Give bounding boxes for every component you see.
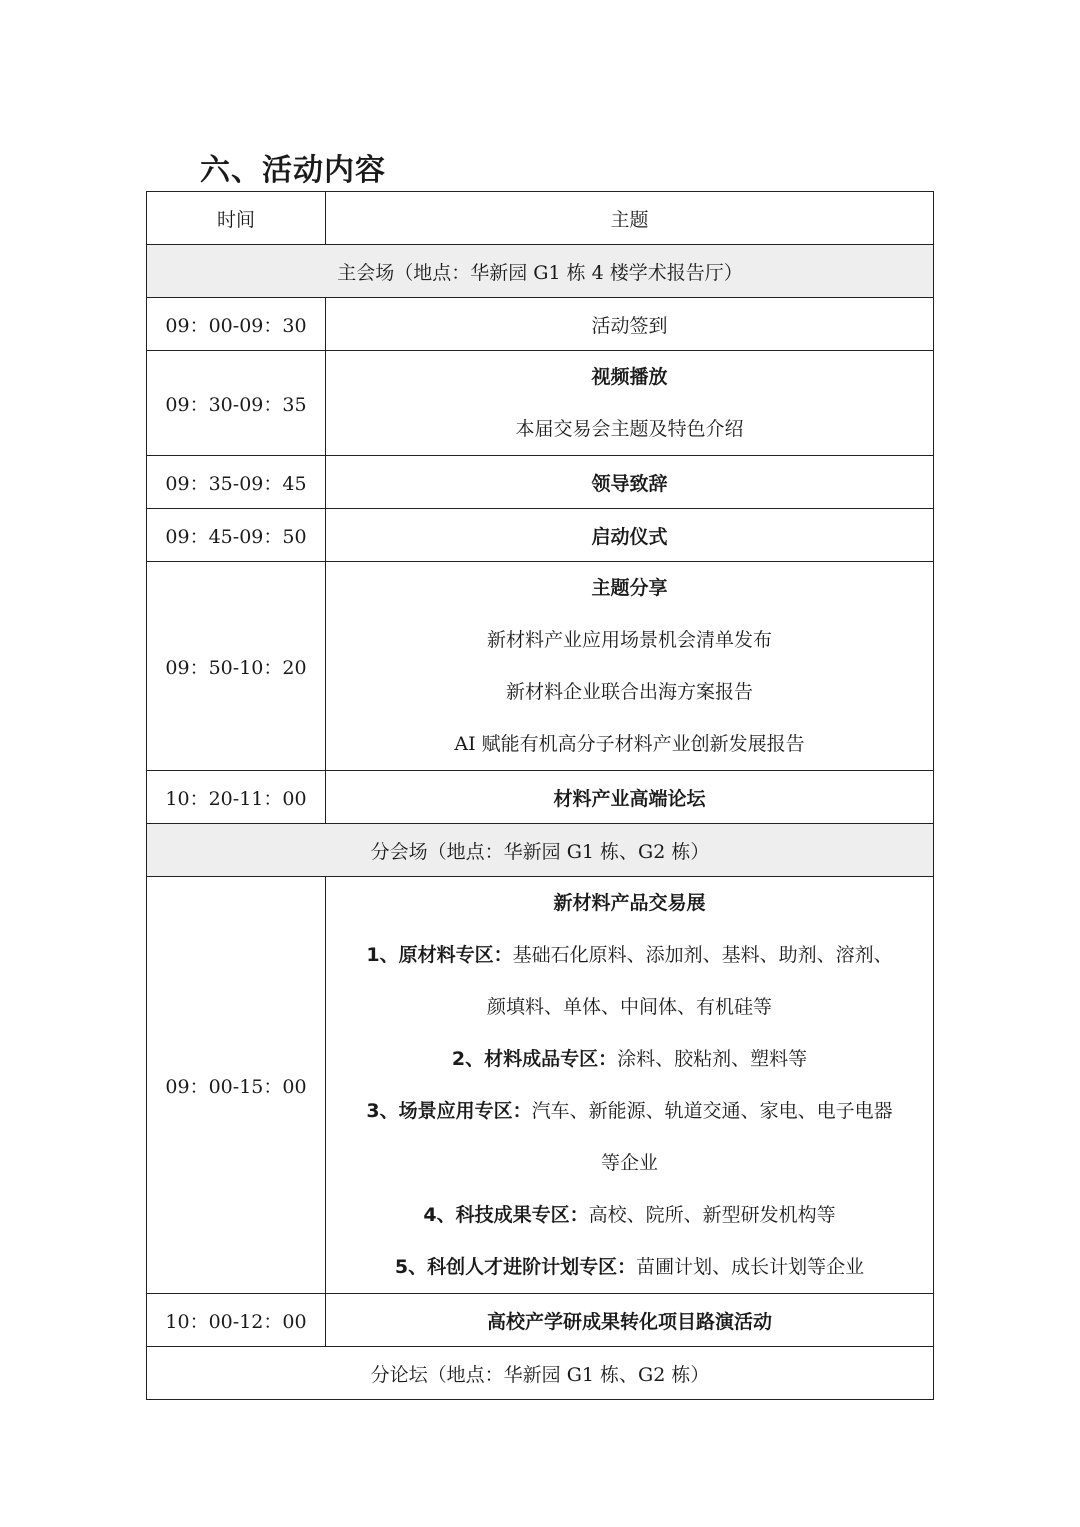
table-row — [147, 877, 934, 1294]
row-title: 新材料产品交易展 — [553, 892, 706, 914]
row-subline: AI 赋能有机高分子材料产业创新发展报告 — [454, 733, 805, 755]
table-row — [147, 771, 934, 824]
zone-text: 涂料、胶粘剂、塑料等 — [617, 1048, 808, 1070]
sub-venue-label: 分会场（地点：华新园 G1 栋、G2 栋） — [147, 824, 934, 877]
section-heading: 六、活动内容 — [200, 153, 386, 188]
row-time: 09：00-09：30 — [147, 298, 326, 351]
zone-label: 5、科创人才进阶计划专区： — [394, 1256, 637, 1278]
header-topic: 主题 — [326, 192, 934, 245]
table-row — [147, 562, 934, 771]
row-title: 活动签到 — [326, 298, 934, 351]
row-title: 高校产学研成果转化项目路演活动 — [326, 1294, 934, 1347]
zone-text: 苗圃计划、成长计划等企业 — [636, 1256, 865, 1278]
row-title: 领导致辞 — [326, 456, 934, 509]
forum-venue-label: 分论坛（地点：华新园 G1 栋、G2 栋） — [147, 1347, 934, 1400]
zone-item — [326, 1085, 933, 1137]
row-subline: 本届交易会主题及特色介绍 — [515, 418, 744, 440]
row-subline: 新材料产业应用场景机会清单发布 — [486, 629, 772, 651]
zone-text: 基础石化原料、添加剂、基料、助剂、溶剂、 — [512, 944, 893, 966]
zone-item — [326, 1241, 933, 1293]
zone-label: 1、原材料专区： — [366, 944, 513, 966]
header-time: 时间 — [147, 192, 326, 245]
row-topic-cell — [326, 877, 934, 1294]
main-venue-row — [147, 245, 934, 298]
row-time: 10：20-11：00 — [147, 771, 326, 824]
table-row — [147, 456, 934, 509]
row-time: 09：30-09：35 — [147, 351, 326, 456]
table-row — [147, 298, 934, 351]
row-time: 09：45-09：50 — [147, 509, 326, 562]
row-subline: 新材料企业联合出海方案报告 — [505, 681, 753, 703]
agenda-table — [146, 191, 934, 1400]
table-row — [147, 509, 934, 562]
table-header-row — [147, 192, 934, 245]
zone-item — [326, 929, 933, 981]
row-title: 主题分享 — [591, 577, 668, 599]
row-time: 10：00-12：00 — [147, 1294, 326, 1347]
zone-text: 高校、院所、新型研发机构等 — [588, 1204, 836, 1226]
zone-continuation: 等企业 — [600, 1152, 658, 1174]
row-title: 启动仪式 — [326, 509, 934, 562]
table-row — [147, 1294, 934, 1347]
row-time: 09：00-15：00 — [147, 877, 326, 1294]
table-row — [147, 351, 934, 456]
row-title: 视频播放 — [591, 366, 668, 388]
zone-label: 4、科技成果专区： — [423, 1204, 589, 1226]
row-topic-cell — [326, 562, 934, 771]
zone-item — [326, 1033, 933, 1085]
row-time: 09：35-09：45 — [147, 456, 326, 509]
zone-label: 3、场景应用专区： — [366, 1100, 532, 1122]
main-venue-label: 主会场（地点：华新园 G1 栋 4 楼学术报告厅） — [147, 245, 934, 298]
zone-continuation: 颜填料、单体、中间体、有机硅等 — [486, 996, 772, 1018]
row-title: 材料产业高端论坛 — [326, 771, 934, 824]
zone-text: 汽车、新能源、轨道交通、家电、电子电器 — [531, 1100, 893, 1122]
zone-label: 2、材料成品专区： — [451, 1048, 618, 1070]
row-time: 09：50-10：20 — [147, 562, 326, 771]
sub-venue-row — [147, 824, 934, 877]
forum-venue-row — [147, 1347, 934, 1400]
row-topic-cell — [326, 351, 934, 456]
zone-item — [326, 1189, 933, 1241]
